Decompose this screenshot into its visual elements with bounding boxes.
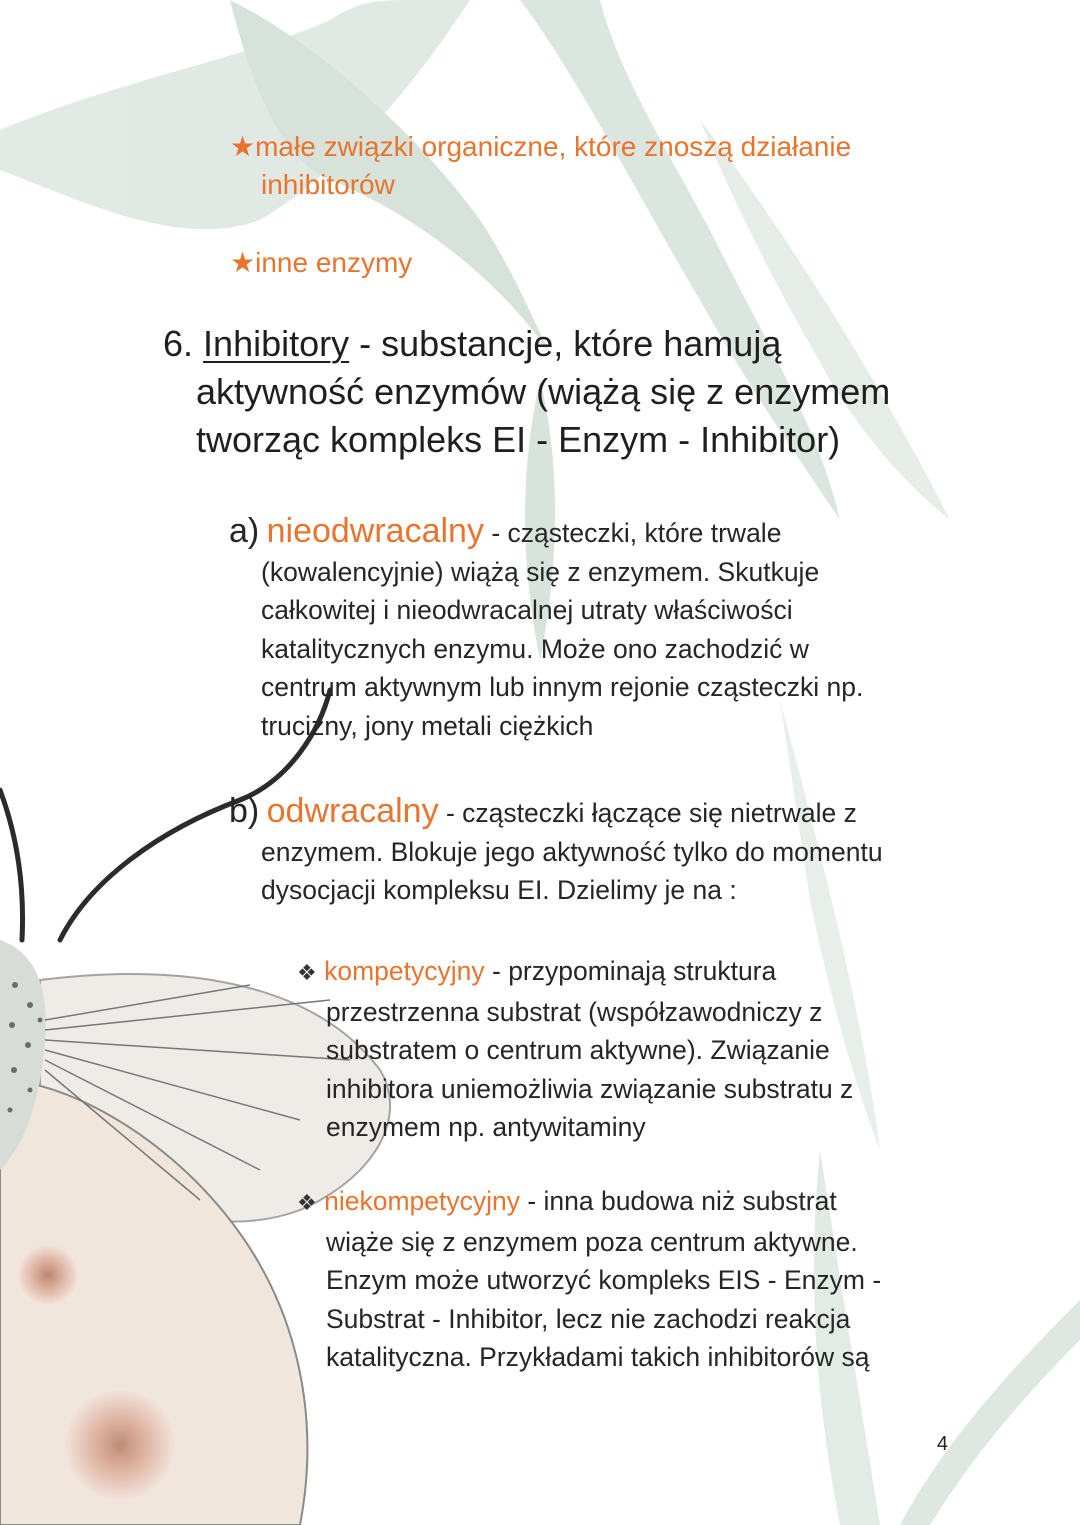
- subsection-text-line: centrum aktywnym lub innym rejonie cząsteczki np.: [261, 672, 864, 702]
- bullet-item-other-enzymes: [230, 244, 412, 282]
- subsection-definition: - cząsteczki łączące się nietrwale z: [438, 798, 857, 828]
- type-text-line: katalityczna. Przykładami takich inhibitorów są: [326, 1342, 870, 1372]
- type-text-line: inhibitora uniemożliwia związanie substratu z: [326, 1073, 854, 1104]
- type-text-line: wiąże się z enzymem poza centrum aktywne.: [326, 1226, 858, 1257]
- subsection-term: odwracalny: [266, 792, 439, 830]
- type-term: niekompetycyjny: [324, 1186, 520, 1216]
- type-text-line: Enzym może utworzyć kompleks EIS - Enzym -: [326, 1265, 882, 1295]
- bullet-text-line: inhibitorów: [261, 169, 395, 200]
- type-text-line: przestrzenna substrat (współzawodniczy z: [326, 996, 823, 1027]
- type-text-line: Substrat - Inhibitor, lecz nie zachodzi reakcja: [326, 1303, 851, 1334]
- subsection-text-line: całkowitej i nieodwracalnej utraty właściwości: [261, 595, 793, 625]
- type-competitive: [297, 952, 853, 1147]
- bullet-text-line: małe związki organiczne, które znoszą działanie: [255, 131, 852, 162]
- star-icon: ★: [230, 247, 256, 278]
- type-definition: - przypominają struktura: [484, 956, 777, 986]
- section-number: 6.: [163, 323, 194, 364]
- diamond-bullet-icon: ❖: [297, 960, 317, 985]
- subsection-label: b): [229, 792, 260, 830]
- subsection-text-line: enzymem. Blokuje jego aktywność tylko do momentu: [261, 836, 883, 867]
- subsection-irreversible: [229, 512, 863, 745]
- subsection-text-line: katalitycznych enzymu. Może ono zachodzić w: [261, 633, 809, 664]
- subsection-term: nieodwracalny: [266, 512, 484, 550]
- diamond-bullet-icon: ❖: [297, 1190, 317, 1215]
- subsection-reversible: [229, 792, 883, 910]
- bullet-item-small-organic-compounds: [230, 128, 851, 204]
- section-inhibitors: [163, 320, 890, 464]
- subsection-definition: - cząsteczki, które trwale: [483, 518, 782, 548]
- bullet-text-line: inne enzymy: [255, 247, 413, 278]
- section-text-line: aktywność enzymów (wiążą się z enzymem: [196, 371, 891, 412]
- subsection-text-line: (kowalencyjnie) wiążą się z enzymem. Skutkuje: [261, 556, 820, 587]
- section-text-line: tworząc kompleks EI - Enzym - Inhibitor): [196, 419, 841, 460]
- section-definition: - substancje, które hamują: [349, 323, 782, 364]
- type-noncompetitive: [297, 1182, 881, 1377]
- page-number: 4: [936, 1433, 948, 1455]
- subsection-text-line: trucizny, jony metali ciężkich: [261, 710, 594, 741]
- type-definition: - inna budowa niż substrat: [520, 1186, 837, 1216]
- type-text-line: enzymem np. antywitaminy: [326, 1112, 646, 1142]
- type-text-line: substratem o centrum aktywne). Związanie: [326, 1035, 830, 1065]
- type-term: kompetycyjny: [324, 956, 485, 986]
- section-term: Inhibitory: [203, 323, 350, 364]
- star-icon: ★: [230, 131, 256, 162]
- subsection-text-line: dysocjacji kompleksu EI. Dzielimy je na :: [261, 875, 737, 905]
- subsection-label: a): [229, 512, 260, 550]
